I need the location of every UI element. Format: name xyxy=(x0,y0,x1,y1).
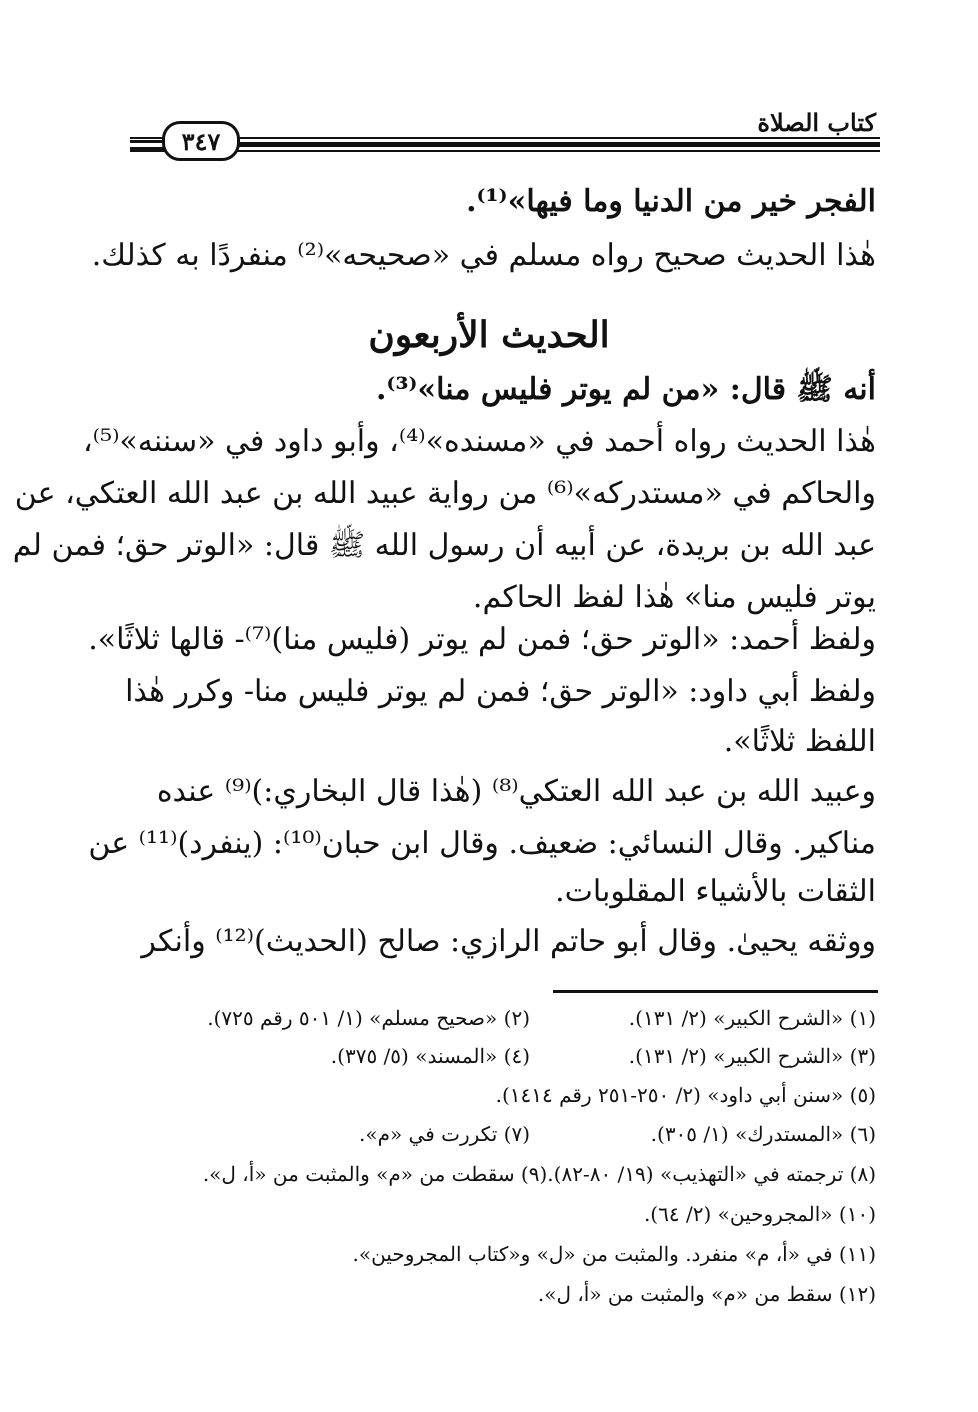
body-line-11: وعبيد الله بن عبد الله العتكي⁽⁸⁾ (هٰذا قال البخاري:)⁽⁹⁾ عنده xyxy=(156,774,876,809)
body-line-6: عبد الله بن بريدة، عن أبيه أن رسول الله ﷺ قال: «الوتر حق؛ فمن لم xyxy=(12,528,876,563)
footnote-11: (١١) في «أ، م» منفرد. والمثبت من «ل» و«كتاب المجروحين». xyxy=(352,1242,876,1266)
body-line-4: هٰذا الحديث رواه أحمد في «مسنده»⁽⁴⁾، وأبو داود في «سننه»⁽⁵⁾، xyxy=(82,424,876,459)
body-line-1: الفجر خير من الدنيا وما فيها»⁽¹⁾. xyxy=(466,184,876,219)
footnote-10: (١٠) «المجروحين» (٢/ ٦٤). xyxy=(643,1202,876,1226)
body-line-8: ولفظ أحمد: «الوتر حق؛ فمن لم يوتر (فليس منا)⁽⁷⁾- قالها ثلاثًا». xyxy=(88,622,876,657)
body-line-10: اللفظ ثلاثًا». xyxy=(723,724,876,759)
footnote-separator xyxy=(553,990,878,993)
body-line-9: ولفظ أبي داود: «الوتر حق؛ فمن لم يوتر فليس منا- وكرر هٰذا xyxy=(125,674,876,709)
header-rule-bottom xyxy=(130,150,880,152)
footnote-6: (٦) «المستدرك» (١/ ٣٠٥). xyxy=(650,1122,876,1146)
body-line-14: ووثقه يحيىٰ. وقال أبو حاتم الرازي: صالح (الحديث)⁽¹²⁾ وأنكر xyxy=(141,924,876,959)
footnote-12: (١٢) سقط من «م» والمثبت من «أ، ل». xyxy=(537,1282,876,1306)
header-rule-thick xyxy=(232,142,880,147)
header-rule-stub-top xyxy=(130,140,164,143)
footnote-3: (٣) «الشرح الكبير» (٢/ ١٣١). xyxy=(628,1044,876,1068)
footnote-7: (٧) تكررت في «م». xyxy=(358,1122,530,1146)
footnote-1: (١) «الشرح الكبير» (٢/ ١٣١). xyxy=(628,1006,876,1030)
header-rule-stub-bottom xyxy=(130,147,164,150)
section-heading: الحديث الأربعون xyxy=(368,314,610,356)
body-line-7: يوتر فليس منا» هٰذا لفظ الحاكم. xyxy=(472,580,876,615)
footnote-4: (٤) «المسند» (٥/ ٣٧٥). xyxy=(330,1044,530,1068)
header-rule-top xyxy=(130,137,880,139)
body-line-5: والحاكم في «مستدركه»⁽⁶⁾ من رواية عبيد الله بن عبد الله العتكي، عن xyxy=(14,476,876,511)
page-number: ٣٤٧ xyxy=(162,121,240,161)
running-title: كتاب الصلاة xyxy=(757,108,876,137)
body-line-12: مناكير. وقال النسائي: ضعيف. وقال ابن حبان⁽¹⁰⁾: (ينفرد)⁽¹¹⁾ عن xyxy=(88,826,876,861)
footnote-5: (٥) «سنن أبي داود» (٢/ ٢٥٠-٢٥١ رقم ١٤١٤). xyxy=(495,1083,876,1107)
footnote-8-9: (٨) ترجمته في «التهذيب» (١٩/ ٨٠-٨٢).(٩) سقطت من «م» والمثبت من «أ، ل». xyxy=(202,1162,876,1186)
body-line-13: الثقات بالأشياء المقلوبات. xyxy=(555,874,876,909)
body-line-2: هٰذا الحديث صحيح رواه مسلم في «صحيحه»⁽²⁾ منفردًا به كذلك. xyxy=(91,238,876,273)
body-line-3: أنه ﷺ قال: «من لم يوتر فليس منا»⁽³⁾. xyxy=(375,372,876,407)
footnote-2: (٢) «صحيح مسلم» (١/ ٥٠١ رقم ٧٢٥). xyxy=(207,1006,530,1030)
